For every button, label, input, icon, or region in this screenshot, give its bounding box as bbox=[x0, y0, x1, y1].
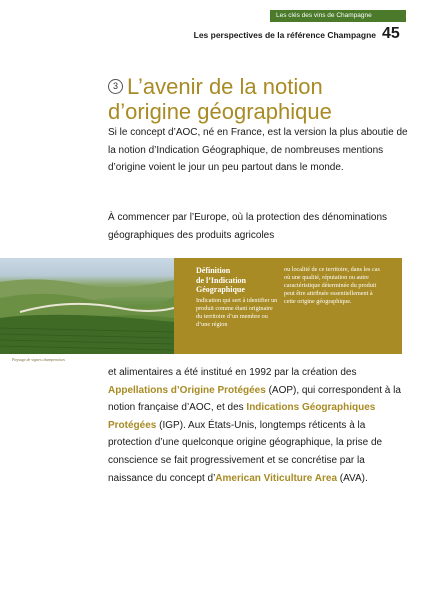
paragraph-text: et alimentaires a été institué en 1992 par la création des bbox=[108, 367, 357, 378]
vineyard-photo bbox=[0, 258, 174, 354]
definition-title bbox=[196, 266, 278, 295]
definition-box bbox=[174, 258, 402, 354]
chapter-number-circle: 3 bbox=[108, 79, 123, 94]
chapter-title bbox=[108, 74, 404, 124]
photo-caption: Paysage de vignes champenoises bbox=[12, 357, 65, 362]
series-title: Les clés des vins de Champagne bbox=[276, 12, 372, 19]
paragraph-text: (AVA). bbox=[337, 472, 368, 484]
definition-title-line-1: Définition bbox=[196, 266, 231, 275]
chapter-title-line-2: d’origine géographique bbox=[108, 99, 332, 124]
paragraph-text: (AOP), qui correspondent à la notion française d’AOC, et des bbox=[108, 384, 401, 414]
definition-text-1: Indication qui sert à identifier un produit comme étant originaire du territoire d’un membre ou d’une région bbox=[196, 296, 278, 328]
chapter-title-text-1: L’avenir de la notion bbox=[127, 74, 323, 99]
term-ava: American Viticulture Area bbox=[215, 472, 338, 484]
paragraph-europe: À commencer par l’Europe, où la protection des dénominations géographiques des produits agricoles bbox=[108, 212, 388, 241]
term-aop: Appellations d’Origine Protégées bbox=[108, 384, 266, 396]
paragraph-text: (IGP). Aux États-Unis, longtemps réticents à la protection d’une quelconque origine géographique, la prise de conscience se fait progressivement et se concrétise par la naissance du concept d’ bbox=[108, 419, 383, 484]
paragraph-intro: Si le concept d’AOC, né en France, est la version la plus aboutie de la notion d’Indication Géographique, de nombreuses mentions d’origine voient le jour un peu partout dans le monde. bbox=[108, 127, 408, 174]
chapter-title-line-1 bbox=[108, 74, 404, 99]
definition-column-2: ou localité de ce territoire, dans les cas où une qualité, réputation ou autre caractéristique déterminée du produit peut être attribuée essentiellement à cette origine géographique. bbox=[284, 266, 380, 305]
definition-title-line-2: de l’Indication bbox=[196, 275, 247, 285]
term-igp: Indications Géographiques Protégées bbox=[108, 402, 376, 431]
paragraph-protection bbox=[108, 364, 408, 487]
vineyard-illustration bbox=[0, 258, 174, 354]
definition-column-1 bbox=[196, 266, 278, 329]
definition-title-line-3: Géographique bbox=[196, 285, 245, 294]
series-header-bar bbox=[270, 10, 406, 22]
section-title: Les perspectives de la référence Champagne bbox=[193, 30, 376, 40]
page-number: 45 bbox=[382, 25, 400, 42]
